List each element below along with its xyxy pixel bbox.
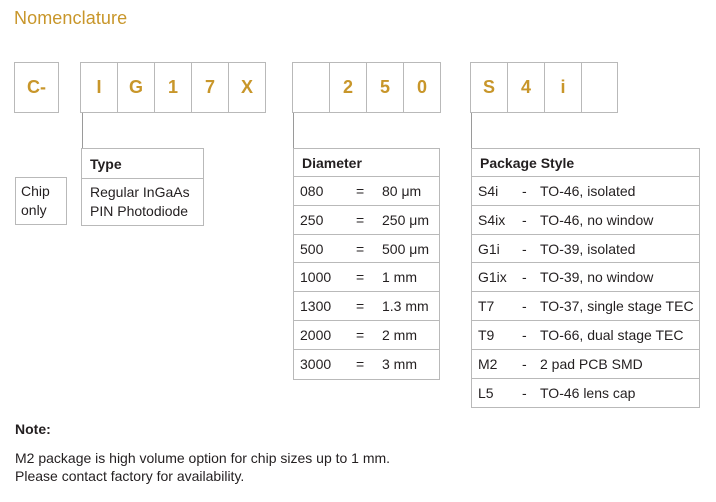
- package-dash: -: [522, 326, 527, 343]
- code-cell-package-4: [581, 62, 618, 113]
- diameter-value: 1 mm: [382, 269, 417, 286]
- diameter-code: 250: [300, 211, 324, 228]
- package-code: S4ix: [478, 211, 506, 228]
- code-cell-package-1: S: [470, 62, 508, 113]
- diameter-code: 1000: [300, 269, 332, 286]
- package-header: Package Style: [472, 149, 699, 177]
- table-row: [294, 235, 439, 264]
- code-cell-type-5: X: [228, 62, 266, 113]
- chip-only-line-2: only: [21, 202, 47, 218]
- diameter-code: 2000: [300, 326, 332, 343]
- note-heading: Note:: [15, 421, 51, 437]
- package-desc: TO-39, isolated: [540, 240, 636, 257]
- diameter-value: 500 μm: [382, 240, 429, 257]
- diameter-value: 250 μm: [382, 211, 429, 228]
- code-cell-type-2: G: [117, 62, 155, 113]
- table-row: [294, 292, 439, 321]
- diameter-value: 80 μm: [382, 183, 422, 199]
- package-dash: -: [522, 384, 527, 401]
- type-table: [81, 148, 204, 226]
- diameter-code: 1300: [300, 298, 332, 315]
- package-code: L5: [478, 384, 494, 401]
- type-header: Type: [82, 149, 203, 179]
- diameter-value: 1.3 mm: [382, 298, 429, 315]
- type-connector: [82, 113, 102, 148]
- diameter-eq: =: [356, 240, 365, 257]
- diameter-header: Diameter: [294, 149, 439, 177]
- package-dash: -: [522, 355, 527, 372]
- table-row: [472, 379, 699, 408]
- code-cell-diameter-3: 0: [403, 62, 441, 113]
- package-code: S4i: [478, 183, 499, 199]
- diameter-code: 500: [300, 240, 324, 257]
- chip-only-box: [15, 177, 67, 225]
- table-row: [472, 235, 699, 264]
- diameter-eq: =: [356, 211, 365, 228]
- code-cell-type-4: 7: [191, 62, 229, 113]
- package-dash: -: [522, 211, 527, 228]
- package-dash: -: [522, 269, 527, 286]
- code-cell-type-3: 1: [154, 62, 192, 113]
- table-row: [294, 321, 439, 350]
- diameter-code: 080: [300, 183, 324, 199]
- code-cell-prefix: C-: [14, 62, 59, 113]
- diameter-eq: =: [356, 298, 365, 315]
- package-desc: 2 pad PCB SMD: [540, 355, 643, 372]
- code-cell-package-3: i: [544, 62, 582, 113]
- diameter-table: [293, 148, 440, 380]
- package-desc: TO-39, no window: [540, 269, 654, 286]
- package-code: M2: [478, 355, 498, 372]
- diameter-value: 3 mm: [382, 355, 417, 372]
- table-row: [294, 206, 439, 235]
- diameter-code: 3000: [300, 355, 332, 372]
- type-line-1: Regular InGaAs: [90, 184, 190, 200]
- table-row: [472, 292, 699, 321]
- code-cell-diameter-blank: [292, 62, 330, 113]
- diameter-connector: [293, 113, 313, 149]
- package-desc: TO-46, no window: [540, 211, 654, 228]
- code-cell-package-2: 4: [507, 62, 545, 113]
- table-row: [472, 177, 699, 206]
- note-line-1: M2 package is high volume option for chip sizes up to 1 mm.: [15, 450, 391, 466]
- package-connector: [471, 113, 491, 149]
- note-line-2: Please contact factory for availability.: [15, 468, 245, 484]
- table-row: [472, 321, 699, 350]
- package-style-table: [471, 148, 700, 408]
- table-row: [294, 350, 439, 379]
- diameter-eq: =: [356, 269, 365, 286]
- code-cell-diameter-2: 5: [366, 62, 404, 113]
- page-title: Nomenclature: [14, 8, 128, 28]
- type-line-2: PIN Photodiode: [90, 203, 189, 219]
- package-dash: -: [522, 298, 527, 315]
- diameter-eq: =: [356, 355, 365, 372]
- diameter-eq: =: [356, 183, 365, 199]
- package-code: T7: [478, 298, 495, 315]
- table-row: [294, 263, 439, 292]
- package-desc: TO-46, isolated: [540, 183, 636, 199]
- chip-only-line-1: Chip: [21, 183, 50, 199]
- table-row: [472, 206, 699, 235]
- package-code: G1i: [478, 240, 500, 257]
- package-desc: TO-66, dual stage TEC: [540, 326, 684, 343]
- package-dash: -: [522, 183, 527, 199]
- package-dash: -: [522, 240, 527, 257]
- code-cell-type-1: I: [80, 62, 118, 113]
- diameter-value: 2 mm: [382, 326, 417, 343]
- table-row: [472, 350, 699, 379]
- code-cell-diameter-1: 2: [329, 62, 367, 113]
- package-desc: TO-37, single stage TEC: [540, 298, 694, 315]
- package-code: T9: [478, 326, 495, 343]
- table-row: [472, 263, 699, 292]
- diameter-eq: =: [356, 326, 365, 343]
- package-code: G1ix: [478, 269, 507, 286]
- table-row: [294, 177, 439, 206]
- package-desc: TO-46 lens cap: [540, 384, 636, 401]
